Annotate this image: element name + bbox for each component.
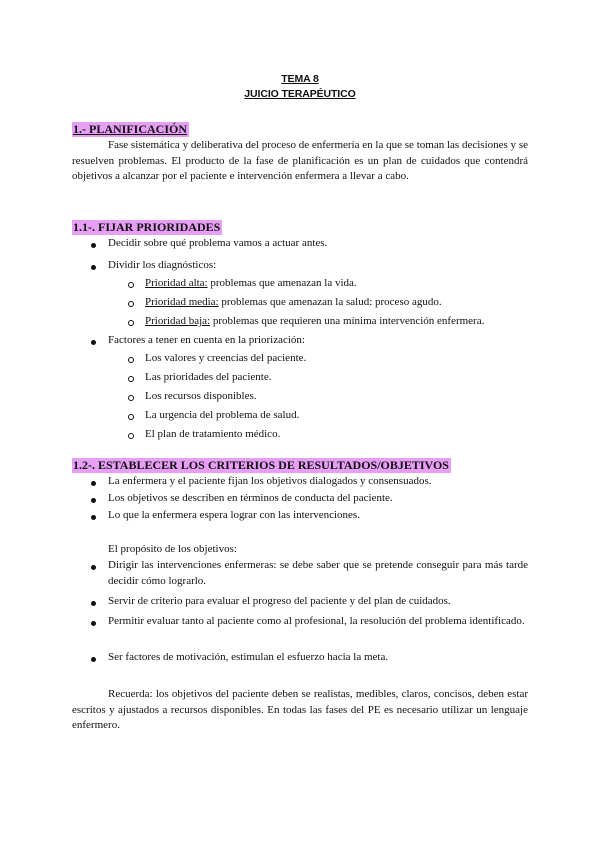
priority-text: problemas que amenazan la vida.	[207, 277, 357, 289]
purpose-intro: El propósito de los objetivos:	[108, 543, 237, 555]
closing-paragraph: Recuerda: los objetivos del paciente deben se realistas, medibles, claros, concisos, deben estar escritos y ajustados a recursos disponibles. En todas las fases del PE es necesario utilizar un lenguaje enfermero.	[72, 688, 528, 731]
bullet-circle-icon	[128, 376, 134, 382]
document-title: TEMA 8	[281, 73, 319, 85]
bullet-circle-icon	[128, 357, 134, 363]
list-item: La enfermera y el paciente fijan los objetivos dialogados y consensuados.	[108, 475, 432, 487]
factor-item: El plan de tratamiento médico.	[145, 428, 281, 440]
list-item: Factores a tener en cuenta en la priorización:	[108, 334, 305, 346]
bullet-circle-icon	[128, 414, 134, 420]
list-item: Lo que la enfermera espera lograr con las intervenciones.	[108, 509, 360, 521]
priority-item-medium	[145, 295, 442, 311]
bullet-dot-icon	[91, 498, 96, 503]
priority-label: Prioridad media:	[145, 296, 219, 308]
section-heading-objetivos: 1.2-. ESTABLECER LOS CRITERIOS DE RESULTADOS/OBJETIVOS	[73, 458, 449, 472]
purpose-item: Ser factores de motivación, estimulan el esfuerzo hacia la meta.	[108, 651, 389, 663]
priority-text: problemas que requieren una mínima intervención enfermera.	[210, 315, 485, 327]
section-heading-prioridades: 1.1-. FIJAR PRIORIDADES	[73, 220, 221, 234]
priority-item-low	[145, 314, 484, 330]
planificacion-paragraph: Fase sistemática y deliberativa del proceso de enfermería en la que se toman las decisiones y se resuelven problemas. El producto de la fase de planificación es un plan de cuidados que contendrá objetivos a alcanzar por el paciente e intervención enfermera a llevar a cabo.	[72, 139, 528, 182]
bullet-dot-icon	[91, 340, 96, 345]
section-heading-planificacion: 1.- PLANIFICACIÓN	[73, 122, 187, 136]
bullet-dot-icon	[91, 565, 96, 570]
purpose-item: Dirigir las intervenciones enfermeras: se debe saber que se pretende conseguir para más tarde decidir cómo lograrlo.	[108, 559, 528, 587]
bullet-circle-icon	[128, 301, 134, 307]
purpose-item: Servir de criterio para evaluar el progreso del paciente y del plan de cuidados.	[108, 595, 451, 607]
bullet-dot-icon	[91, 243, 96, 248]
bullet-dot-icon	[91, 601, 96, 606]
priority-item-high	[145, 276, 357, 292]
bullet-dot-icon	[91, 657, 96, 662]
bullet-dot-icon	[91, 265, 96, 270]
priority-label: Prioridad alta:	[145, 277, 208, 289]
factor-item: Los recursos disponibles.	[145, 390, 257, 402]
bullet-circle-icon	[128, 433, 134, 439]
list-item: Decidir sobre qué problema vamos a actuar antes.	[108, 237, 328, 249]
bullet-circle-icon	[128, 395, 134, 401]
bullet-dot-icon	[91, 621, 96, 626]
bullet-circle-icon	[128, 282, 134, 288]
priority-text: problemas que amenazan la salud: proceso agudo.	[218, 296, 442, 308]
purpose-item: Permitir evaluar tanto al paciente como al profesional, la resolución del problema identificado.	[108, 615, 525, 627]
factor-item: Los valores y creencias del paciente.	[145, 352, 307, 364]
bullet-circle-icon	[128, 320, 134, 326]
priority-label: Prioridad baja:	[145, 315, 211, 327]
factor-item: La urgencia del problema de salud.	[145, 409, 300, 421]
document-subtitle: JUICIO TERAPÉUTICO	[244, 88, 356, 100]
bullet-dot-icon	[91, 481, 96, 486]
list-item: Dividir los diagnósticos:	[108, 259, 217, 271]
list-item: Los objetivos se describen en términos de conducta del paciente.	[108, 492, 393, 504]
bullet-dot-icon	[91, 515, 96, 520]
factor-item: Las prioridades del paciente.	[145, 371, 272, 383]
